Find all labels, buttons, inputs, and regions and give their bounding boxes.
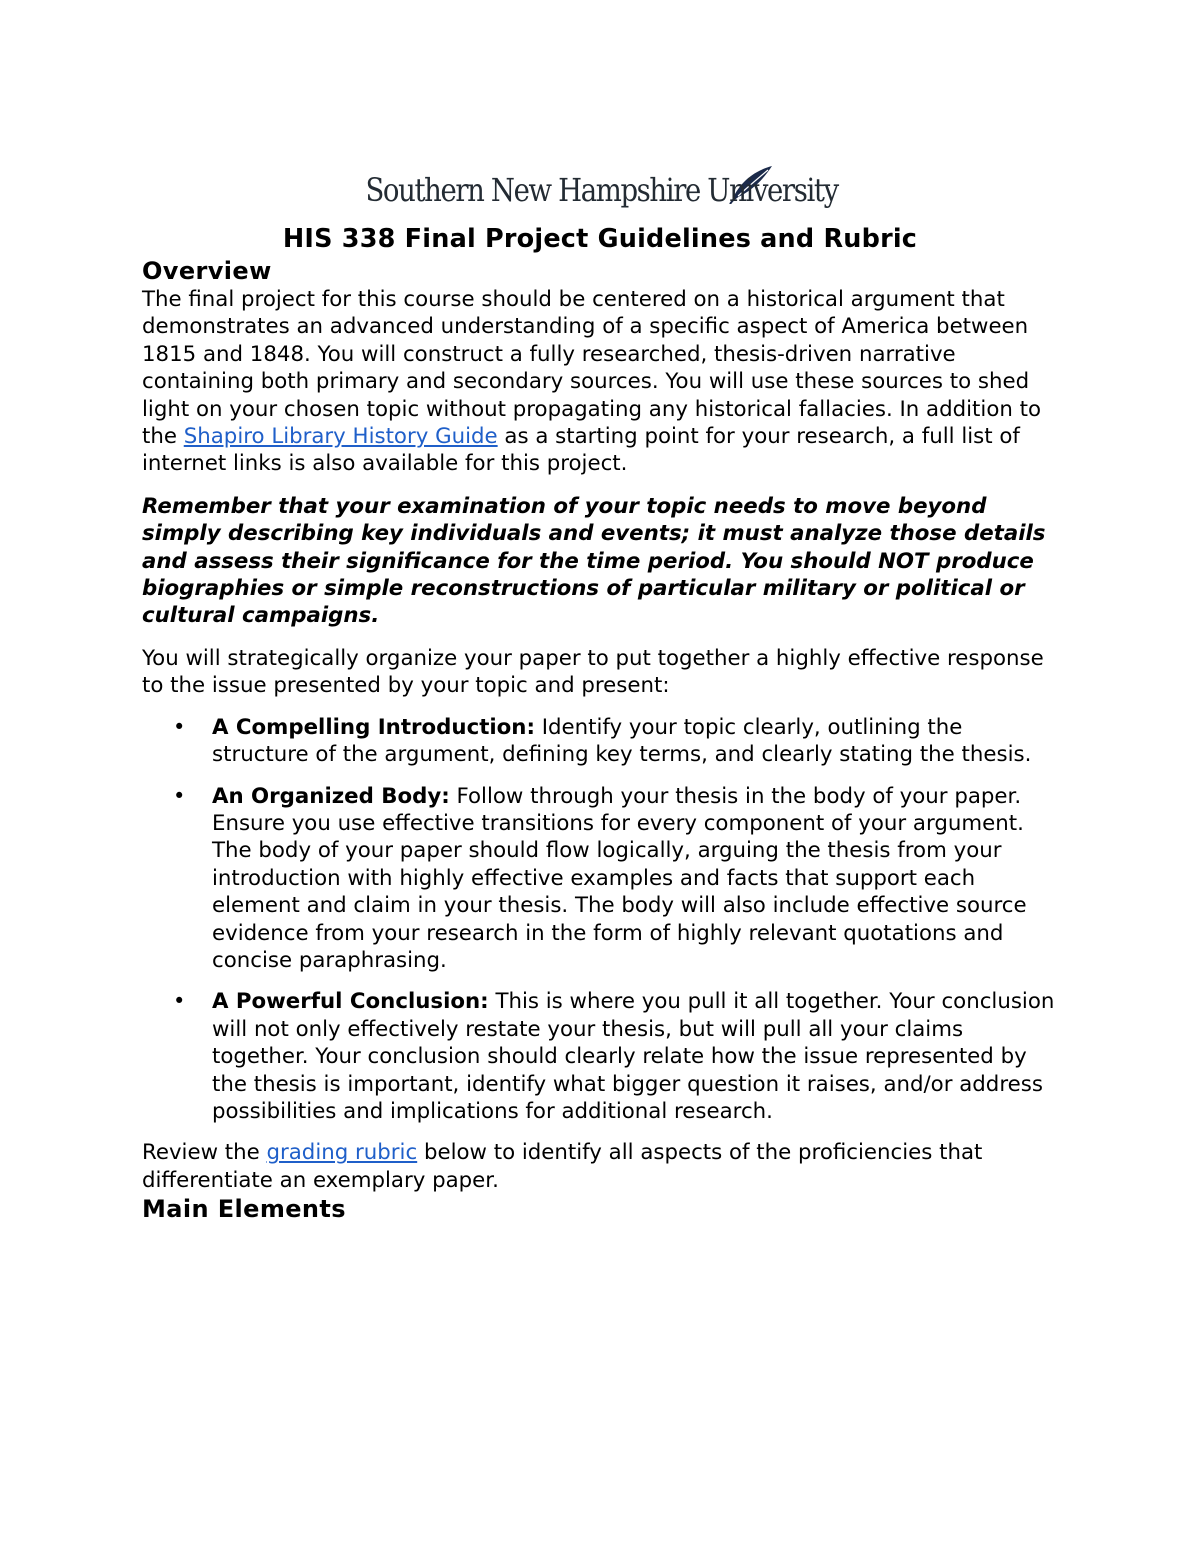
logo-wrapper <box>327 170 876 210</box>
overview-heading: Overview <box>142 257 272 285</box>
grading-rubric-link[interactable]: grading rubric <box>266 1140 418 1166</box>
review-text-before-link: Review the <box>142 1140 267 1166</box>
bullet-item-body <box>142 783 1058 975</box>
organize-paragraph: You will strategically organize your paper to put together a highly effective response to the issue presented by your topic and present: <box>142 645 1044 699</box>
bullet-text: Follow through your thesis in the body of your paper. Ensure you use effective transitions for every component of your argument. The body of your paper should flow logically, arguing the thesis from your introduction with highly effective examples and facts that support each element and claim in your thesis. The body will also include effective source evidence from your research in the form of highly relevant quotations and concise paraphrasing. <box>212 783 1027 973</box>
bullet-item-introduction <box>142 714 1058 769</box>
document-title: HIS 338 Final Project Guidelines and Rubric <box>282 224 918 254</box>
bullet-lead: A Powerful Conclusion: <box>212 989 489 1015</box>
overview-text-before-link: The final project for this course should be centered on a historical argument that demonstrates an advanced understanding of a specific aspect of America between 1815 and 1848. You will construct a fully researched, thesis-driven narrative containing both primary and secondary sources. You will use these sources to shed light on your chosen topic without propagating any historical fallacies. In addition to the <box>142 287 1042 450</box>
emphasis-paragraph: Remember that your examination of your topic needs to move beyond simply describing key individuals and events; it must analyze those details and assess their significance for the time period. You should NOT produce biographies or simple reconstructions of particular military or political or cultural campaigns. <box>142 493 1046 629</box>
main-elements-heading: Main Elements <box>142 1195 346 1224</box>
university-logo <box>146 140 1058 210</box>
bullet-lead: An Organized Body: <box>212 783 450 809</box>
overview-paragraph <box>142 286 1058 478</box>
bullet-item-conclusion <box>142 988 1058 1125</box>
logo-wordmark: Southern New Hampshire University <box>365 171 839 209</box>
review-text-after-link: below to identify all aspects of the proficiencies that differentiate an exemplary paper. <box>142 1140 983 1193</box>
bullet-icon: • <box>173 783 186 808</box>
bullet-icon: • <box>173 714 186 739</box>
bullet-list <box>142 714 1058 1126</box>
bullet-text: This is where you pull it all together. Your conclusion will not only effectively restate your thesis, but will pull all your claims together. Your conclusion should clearly relate how the issue represented by the thesis is important, identify what bigger question it raises, and/or address possibilities and implications for additional research. <box>212 989 1055 1124</box>
document-page <box>142 140 1058 1224</box>
bullet-text: Identify your topic clearly, outlining the structure of the argument, defining key terms, and clearly stating the thesis. <box>212 714 1032 768</box>
review-paragraph <box>142 1139 1058 1194</box>
shapiro-library-link[interactable]: Shapiro Library History Guide <box>183 424 498 450</box>
bullet-icon: • <box>173 989 186 1014</box>
bullet-lead: A Compelling Introduction: <box>212 714 535 740</box>
overview-text-after-link: as a starting point for your research, a full list of internet links is also available for this project. <box>142 424 1020 477</box>
